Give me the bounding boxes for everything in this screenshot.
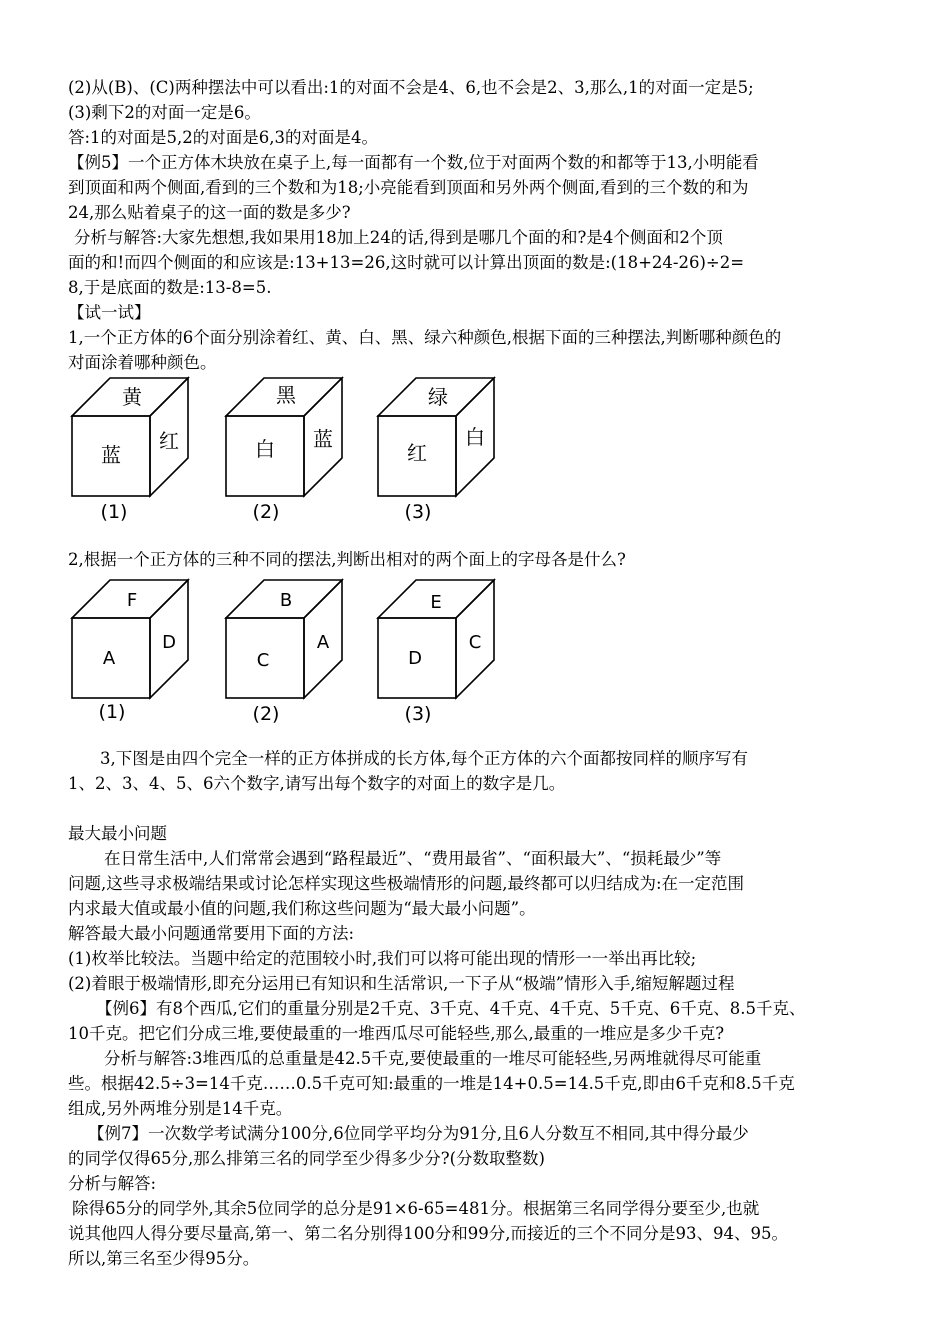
example5-line: 到顶面和两个侧面,看到的三个数和为18;小亮能看到顶面和另外两个侧面,看到的三个数的和为: [68, 178, 749, 197]
cube-front-label: A: [102, 648, 116, 669]
question-1-line: 对面涂着哪种颜色。: [68, 353, 217, 372]
intro-line: 在日常生活中,人们常常会遇到“路程最近”、“费用最省”、“面积最大”、“损耗最少”等: [104, 849, 722, 868]
cube-top-label: F: [126, 590, 138, 611]
example7-line: 的同学仅得65分,那么排第三名的同学至少得多少分?(分数取整数): [68, 1149, 545, 1168]
cube-caption: (1): [98, 701, 126, 723]
cube-caption: (3): [404, 501, 432, 522]
analysis-line: 除得65分的同学外,其余5位同学的总分是91×6-65=481分。根据第三名同学得分要至少,也就: [72, 1199, 760, 1218]
example5-line: 24,那么贴着桌子的这一面的数是多少?: [68, 203, 351, 222]
method-line: 解答最大最小问题通常要用下面的方法:: [68, 924, 355, 943]
method-line: (1)枚举比较法。当题中给定的范围较小时,我们可以将可能出现的情形一一举出再比较;: [68, 949, 697, 968]
analysis-line: 分析与解答:3堆西瓜的总重量是42.5千克,要使最重的一堆尽可能轻些,另两堆就得尽可能重: [104, 1049, 762, 1068]
cube-side-label: 白: [465, 425, 485, 449]
analysis-line: 分析与解答:: [68, 1174, 157, 1193]
analysis-line: 面的和!而四个侧面的和应该是:13+13=26,这时就可以计算出顶面的数是:(18+24-26)÷2=: [68, 253, 745, 272]
cube-caption: (2): [252, 703, 280, 724]
cube-top-label: 黄: [122, 385, 142, 409]
cube-side-label: C: [468, 632, 482, 653]
cube-front-label: C: [256, 650, 270, 671]
cube-side-label: A: [316, 632, 330, 653]
question-3-line: 3,下图是由四个完全一样的正方体拼成的长方体,每个正方体的六个面都按同样的顺序写有: [100, 749, 748, 768]
example7-line: 【例7】一次数学考试满分100分,6位同学平均分为91分,且6人分数互不相同,其中得分最少: [88, 1124, 749, 1143]
question-2-line: 2,根据一个正方体的三种不同的摆法,判断出相对的两个面上的字母各是什么?: [68, 550, 626, 569]
section-title: 【试一试】: [68, 303, 151, 322]
cube-front-label: 蓝: [101, 443, 121, 467]
analysis-line: 8,于是底面的数是:13-8=5.: [68, 278, 272, 297]
cube-side-label: 红: [159, 429, 179, 453]
example6-line: 10千克。把它们分成三堆,要使最重的一堆西瓜尽可能轻些,那么,最重的一堆应是多少千克?: [68, 1024, 725, 1043]
cube-front-label: D: [408, 648, 422, 669]
cube-front-label: 白: [255, 437, 275, 461]
analysis-line: 所以,第三名至少得95分。: [68, 1249, 260, 1268]
analysis-line: 组成,另外两堆分别是14千克。: [68, 1099, 293, 1118]
question-3-line: 1、2、3、4、5、6六个数字,请写出每个数字的对面上的数字是几。: [68, 774, 566, 793]
cube-caption: (1): [100, 501, 128, 522]
cube-top-label: B: [279, 590, 293, 611]
cube-side-label: D: [162, 632, 176, 653]
cube-caption: (2): [252, 501, 280, 522]
answer-line: 答:1的对面是5,2的对面是6,3的对面是4。: [68, 128, 379, 147]
analysis-line: 说其他四人得分要尽量高,第一、第二名分别得100分和99分,而接近的三个不同分是93、94、95。: [68, 1224, 788, 1243]
cube-top-label: E: [430, 592, 442, 613]
cube-2: [226, 580, 342, 724]
example6-line: 【例6】有8个西瓜,它们的重量分别是2千克、3千克、4千克、4千克、5千克、6千克、8.5千克、: [96, 999, 806, 1018]
cube-front-label: 红: [407, 441, 427, 465]
cube-top-label: 绿: [428, 385, 448, 409]
para-line: (2)从(B)、(C)两种摆法中可以看出:1的对面不会是4、6,也不会是2、3,那么,1的对面一定是5;: [68, 78, 754, 97]
cube-top-label: 黑: [276, 383, 296, 407]
intro-line: 内求最大值或最小值的问题,我们称这些问题为“最大最小问题”。: [68, 899, 536, 918]
cube-figure-colors: [60, 372, 520, 522]
cube-3: [378, 580, 494, 724]
cube-1: [72, 378, 188, 522]
para-line: (3)剩下2的对面一定是6。: [68, 103, 261, 122]
analysis-line: 分析与解答:大家先想想,我如果用18加上24的话,得到是哪几个面的和?是4个侧面和2个顶: [74, 228, 723, 247]
cube-figure-letters: [60, 574, 520, 724]
section-title: 最大最小问题: [68, 824, 167, 843]
cube-2: [226, 378, 342, 522]
cube-caption: (3): [404, 703, 432, 724]
example5-line: 【例5】一个正方体木块放在桌子上,每一面都有一个数,位于对面两个数的和都等于13,小明能看: [68, 153, 759, 172]
cube-3: [378, 378, 494, 522]
analysis-line: 些。根据42.5÷3=14千克……0.5千克可知:最重的一堆是14+0.5=14.5千克,即由6千克和8.5千克: [68, 1074, 795, 1093]
question-1-line: 1,一个正方体的6个面分别涂着红、黄、白、黑、绿六种颜色,根据下面的三种摆法,判断哪种颜色的: [68, 328, 782, 347]
intro-line: 问题,这些寻求极端结果或讨论怎样实现这些极端情形的问题,最终都可以归结成为:在一定范围: [68, 874, 745, 893]
method-line: (2)着眼于极端情形,即充分运用已有知识和生活常识,一下子从“极端”情形入手,缩短解题过程: [68, 974, 735, 993]
cube-1: [72, 580, 188, 723]
cube-side-label: 蓝: [313, 427, 333, 451]
